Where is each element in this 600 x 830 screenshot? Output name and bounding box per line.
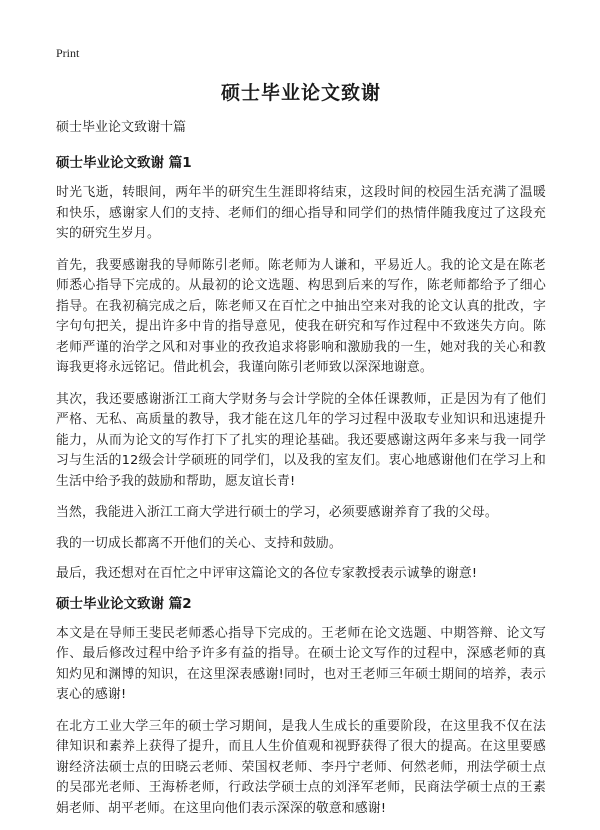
paragraph: 本文是在导师王斐民老师悉心指导下完成的。王老师在论文选题、中期答辩、论文写作、最后修改过程中给予许多有益的指导。在硕士论文写作的过程中，深感老师的真知灼见和渊博的知识，在这里深表感谢!同时，也对王老师三年硕士期间的培养，表示衷心的感谢! xyxy=(56,625,546,702)
document-title: 硕士毕业论文致谢 xyxy=(220,82,381,104)
paragraph: 首先，我要感谢我的导师陈引老师。陈老师为人谦和，平易近人。我的论文是在陈老师悉心指导下完成的。从最初的论文选题、构思到后来的写作，陈老师都给予了细心指导。在我初稿完成之后，陈老师又在百忙之中抽出空来对我的论文认真的批改，字字句句把关，提出许多中肯的指导意见，使我在研究和写作过程中不致迷失方向。陈老师严谨的治学之风和对事业的孜孜追求将影响和激励我的一生，她对我的关心和教诲我更将永远铭记。借此机会，我谨向陈引老师致以深深地谢意。 xyxy=(56,257,546,375)
section-heading: 硕士毕业论文致谢 篇2 xyxy=(56,595,192,612)
paragraph: 其次，我还要感谢浙江工商大学财务与会计学院的全体任课教师，正是因为有了他们严格、无私、高质量的教导，我才能在这几年的学习过程中汲取专业知识和迅速提升能力，从而为论文的写作打下了扎实的理论基础。我还要感谢这两年多来与我一同学习与生活的12级会计学硕班的同学们，以及我的室友们。衷心地感谢他们在学习上和生活中给予我的鼓励和帮助，愿友谊长青! xyxy=(56,391,546,489)
paragraph: 在北方工业大学三年的硕士学习期间，是我人生成长的重要阶段，在这里我不仅在法律知识和素养上获得了提升，而且人生价值观和视野获得了很大的提高。在这里要感谢经济法硕士点的田晓云老师、荣国权老师、李丹宁老师、何然老师，刑法学硕士点的吴邵光老师、王海桥老师，行政法学硕士点的刘泽军老师，民商法学硕士点的王素娟老师、胡平老师。在这里向他们表示深深的敬意和感谢! xyxy=(56,718,546,816)
paragraph: 我的一切成长都离不开他们的关心、支持和鼓励。 xyxy=(56,535,342,551)
print-link[interactable]: Print xyxy=(56,46,80,60)
paragraph: 时光飞逝，转眼间，两年半的研究生生涯即将结束，这段时间的校园生活充满了温暖和快乐，感谢家人们的支持、老师们的细心指导和同学们的热情伴随我度过了这段充实的研究生岁月。 xyxy=(56,185,546,241)
section-2 xyxy=(56,595,546,820)
document-body xyxy=(56,78,546,830)
document-subtitle: 硕士毕业论文致谢十篇 xyxy=(56,120,187,135)
paragraph: 最后，我还想对在百忙之中评审这篇论文的各位专家教授表示诚挚的谢意! xyxy=(56,566,478,581)
paragraph: 当然，我能进入浙江工商大学进行硕士的学习，必须要感谢养育了我的父母。 xyxy=(56,505,498,520)
section-heading: 硕士毕业论文致谢 篇1 xyxy=(56,155,192,171)
section-1 xyxy=(56,154,546,585)
